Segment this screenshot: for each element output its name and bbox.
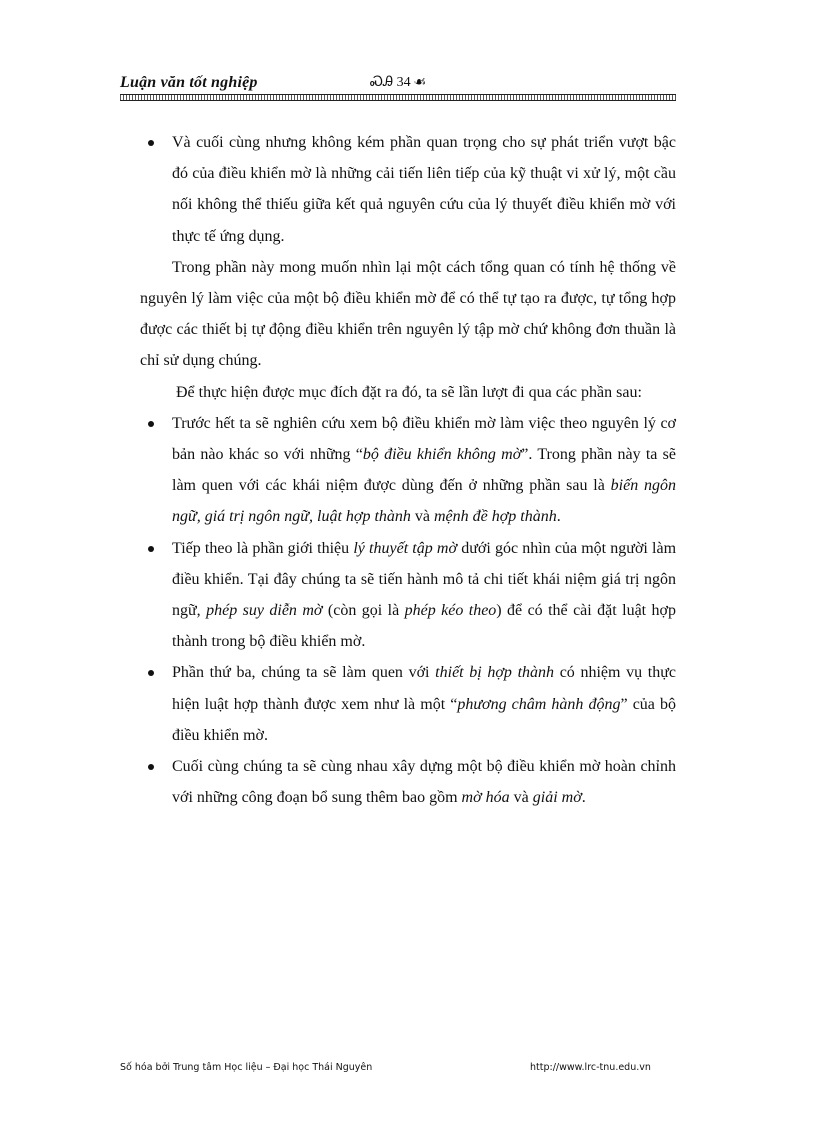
text-span: Phần thứ ba, chúng ta sẽ làm quen với (172, 664, 436, 682)
italic-span: phép suy diễn mờ (206, 602, 323, 620)
text-span: ”. Trong phần này ta sẽ làm quen với các khái niệm được dùng đến ở những phần sau là (172, 446, 676, 495)
bullet-item-1 (140, 127, 676, 252)
text-span: có nhiệm vụ thực hiện luật hợp thành được xem như là một “ (172, 664, 676, 713)
page-number: ᏍᎯ 34 ☙ (370, 75, 426, 90)
bullet-item-4 (140, 657, 676, 751)
text-span: Cuối cùng chúng ta sẽ cùng nhau xây dựng một bộ điều khiển mờ hoàn chỉnh với những công đoạn bổ sung thêm bao gồm (172, 758, 676, 807)
footer-source: Số hóa bởi Trung tâm Học liệu – Đại học Thái Nguyên (120, 1062, 373, 1073)
italic-span: lý thuyết tập mờ (353, 539, 458, 557)
italic-span: giải mờ (532, 789, 582, 807)
header-title: Luận văn tốt nghiệp (120, 74, 258, 91)
paragraph-1: Trong phần này mong muốn nhìn lại một cách tổng quan có tính hệ thống về nguyên lý làm việc của một bộ điều khiển mờ để có thể tự tạo ra được, tự tổng hợp được các thiết bị tự động điều khiển trên nguyên lý tập mờ chứ không đơn thuần là chỉ sử dụng chúng. (140, 258, 676, 370)
footer-url: http://www.lrc-tnu.edu.vn (530, 1062, 651, 1073)
italic-span: phép kéo theo (404, 602, 497, 620)
text-span: (còn gọi là (322, 602, 405, 620)
italic-span: biến ngôn ngữ, giá trị ngôn ngữ, luật hợp thành (172, 477, 676, 526)
text-span: . (581, 789, 586, 807)
text-span: và (410, 508, 434, 526)
text-span: và (509, 789, 533, 807)
text-span: Tiếp theo là phần giới thiệu (172, 539, 354, 557)
bullet-item-3 (140, 533, 676, 658)
bullet-item-5 (140, 751, 676, 813)
bullet-1-text: Và cuối cùng nhưng không kém phần quan trọng cho sự phát triển vượt bậc đó của điều khiển mờ là những cải tiến liên tiếp của kỹ thuật vi xử lý, một cầu nối không thể thiếu giữa kết quả nguyên cứu của lý thuyết điều khiển mờ với thực tế ứng dụng. (172, 134, 676, 245)
body-text (140, 127, 676, 813)
italic-span: phương châm hành động (457, 695, 621, 713)
italic-span: bộ điều khiển không mờ (362, 446, 522, 464)
italic-span: mệnh đề hợp thành (434, 508, 557, 526)
text-span: ) để có thể cài đặt luật hợp thành trong bộ điều khiển mờ. (172, 602, 677, 651)
text-span: Trước hết ta sẽ nghiên cứu xem bộ điều khiển mờ làm việc theo nguyên lý cơ bản nào khác so với những “ (172, 414, 676, 464)
paragraph-2: Để thực hiện được mục đích đặt ra đó, ta sẽ lần lượt đi qua các phần sau: (176, 383, 642, 401)
header-rule (120, 94, 676, 101)
text-span: ” của bộ điều khiển mờ. (172, 695, 676, 744)
text-span: . (556, 508, 561, 526)
italic-span: mờ hóa (461, 789, 510, 807)
text-span: dưới góc nhìn của một người làm điều khiển. Tại đây chúng ta sẽ tiến hành mô tả chi tiết khái niệm giá trị ngôn ngữ, (172, 539, 677, 620)
bullet-item-2 (140, 408, 676, 533)
page-header (120, 72, 676, 96)
italic-span: thiết bị hợp thành (435, 664, 555, 682)
